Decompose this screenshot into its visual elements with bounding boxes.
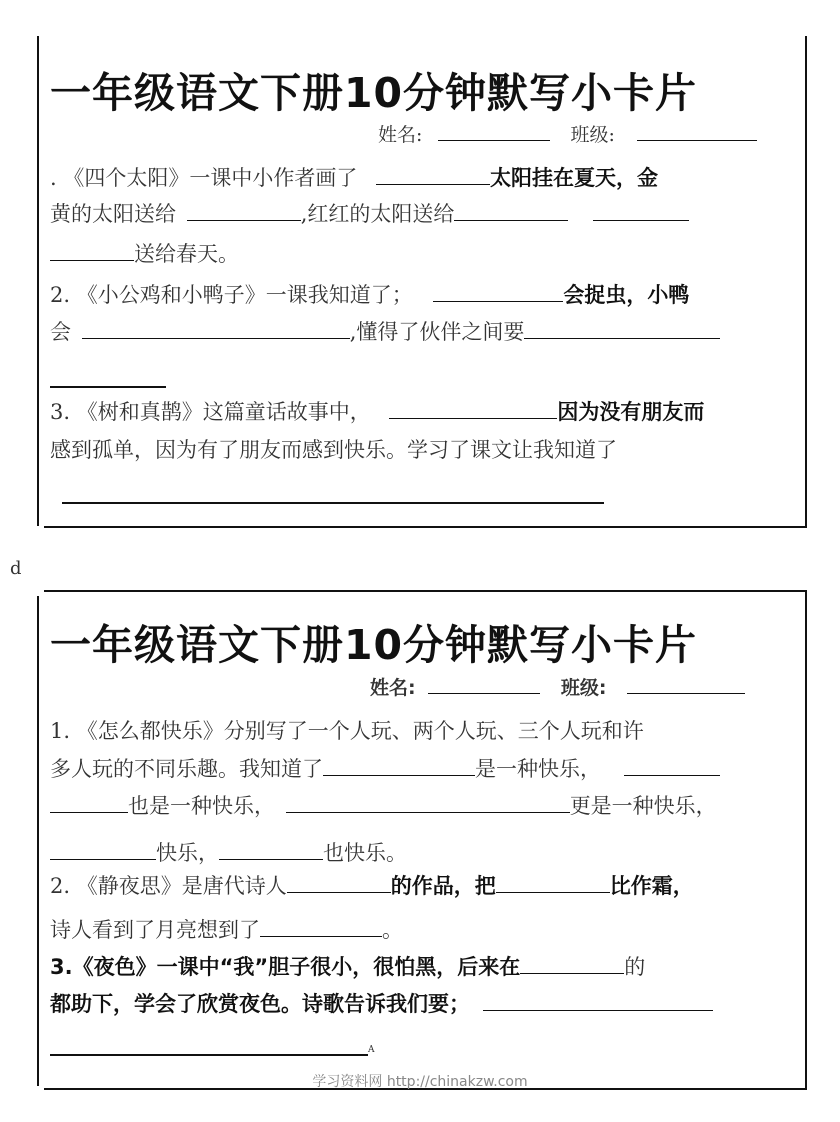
card2-name-field[interactable] <box>428 673 540 694</box>
card2-top-border <box>44 590 807 592</box>
card2-class-field[interactable] <box>627 673 745 694</box>
card1-q2-blank4[interactable] <box>50 386 166 388</box>
card2-q1-text4b: 也快乐。 <box>323 841 407 865</box>
card2-q3-end-mark: A <box>368 1045 375 1055</box>
card2-q1-line4 <box>50 839 407 867</box>
card2-q3-blank1[interactable] <box>520 953 624 974</box>
card1-q3-line2: 感到孤单，因为有了朋友而感到快乐。学习了课文让我知道了 <box>50 438 617 462</box>
card2-q2-blank1[interactable] <box>287 872 391 893</box>
card2-q3-line2 <box>50 990 713 1018</box>
card1-class-field[interactable] <box>637 120 757 141</box>
card2-left-border <box>37 596 39 1086</box>
card1-q1-text2b: ,红红的太阳送给 <box>300 202 455 226</box>
card1-q1-blank4[interactable] <box>593 200 689 221</box>
card2-q1-text3a: 也是一种快乐， <box>128 794 275 818</box>
card1-q1-line1 <box>50 164 658 192</box>
card2-q3-blank3[interactable] <box>50 1054 368 1056</box>
card2-name-label: 姓名: <box>370 677 416 699</box>
card2-q1-text2a: 多人玩的不同乐趣。我知道了 <box>50 757 323 781</box>
card1-q3-blank2[interactable] <box>62 502 604 504</box>
card1-q3-line1 <box>50 398 704 426</box>
card2-class-label: 班级: <box>560 677 607 699</box>
card1-name-label: 姓名: <box>378 124 423 146</box>
card2-q1-line1: 1. 《怎么都快乐》分别写了一个人玩、两个人玩、三个人玩和许 <box>50 719 644 743</box>
card2-q3-text2a: 都助下，学会了欣赏夜色。诗歌告诉我们要； <box>50 992 470 1016</box>
card2-q1-line2 <box>50 755 720 783</box>
card2-q2-text2a: 诗人看到了月亮想到了 <box>50 918 260 942</box>
card2-q2-prefix: 2. 《静夜思》是唐代诗人 <box>50 874 287 898</box>
card2-q2-line1 <box>50 872 694 900</box>
card2-name-row <box>370 673 745 700</box>
card1-q2-blank3[interactable] <box>524 318 720 339</box>
card2-q1-text2b: 是一种快乐， <box>475 757 601 781</box>
card2-q2-bold2: 比作霜， <box>609 874 694 898</box>
card1-q2-blank2[interactable] <box>82 318 350 339</box>
card1-q1-prefix: . 《四个太阳》一课中小作者画了 <box>50 166 358 190</box>
card2-q2-blank2[interactable] <box>496 872 610 893</box>
card1-q2-prefix: 2. 《小公鸡和小鸭子》一课我知道了； <box>50 283 413 307</box>
card2-q3-line1 <box>50 953 645 981</box>
card1-q3-bold1: 因为没有朋友而 <box>557 400 705 424</box>
card1-q2-text2a: 会 <box>50 320 71 344</box>
card1-q1-line3 <box>50 240 239 268</box>
card1-name-row <box>378 120 757 147</box>
card1-q1-line2 <box>50 200 689 228</box>
card1-q1-blank5[interactable] <box>50 240 134 261</box>
card1-q2-text2b: ,懂得了伙伴之间要 <box>349 320 525 344</box>
card2-q3-text1b: 的 <box>624 955 646 979</box>
card2-q1-blank4[interactable] <box>286 792 570 813</box>
card2-q1-text4a: 快乐， <box>156 841 219 865</box>
card2-q1-blank1[interactable] <box>323 755 475 776</box>
card2-q1-blank3[interactable] <box>50 792 128 813</box>
separator-marker: d <box>10 558 22 579</box>
card2-q2-bold1: 的作品，把 <box>390 874 496 898</box>
card1-class-label: 班级: <box>570 124 615 146</box>
card2-title: 一年级语文下册10分钟默写小卡片 <box>50 621 698 669</box>
card1-title: 一年级语文下册10分钟默写小卡片 <box>50 69 698 117</box>
card2-q1-blank5[interactable] <box>50 839 156 860</box>
card1-right-border <box>805 36 807 528</box>
card2-right-border <box>805 590 807 1090</box>
card2-q3-blank2[interactable] <box>483 990 713 1011</box>
card1-q2-bold1: 会捉虫，小鸭 <box>563 283 690 307</box>
card2-q2-blank3[interactable] <box>260 916 382 937</box>
card1-q1-text2a: 黄的太阳送给 <box>50 202 176 226</box>
card2-q1-blank6[interactable] <box>219 839 323 860</box>
footer-watermark[interactable]: 学习资料网 http://chinakzw.com <box>312 1074 528 1090</box>
card1-q1-bold1: 太阳挂在夏天，金 <box>490 166 659 190</box>
card2-q1-text3b: 更是一种快乐， <box>569 794 717 818</box>
card1-bottom-border <box>44 526 807 528</box>
card2-q2-line2 <box>50 916 403 944</box>
card2-q3-text1a: 3.《夜色》一课中“我”胆子很小，很怕黑，后来在 <box>50 955 521 979</box>
card1-q2-line2 <box>50 318 720 346</box>
card1-q3-blank1[interactable] <box>389 398 557 419</box>
card1-q1-blank1[interactable] <box>376 164 490 185</box>
card1-q1-text3: 送给春天。 <box>134 242 239 266</box>
card1-left-border <box>37 36 39 526</box>
card1-q3-prefix: 3. 《树和真鹊》这篇童话故事中， <box>50 400 371 424</box>
card1-q1-blank3[interactable] <box>454 200 568 221</box>
card1-q2-line1 <box>50 281 689 309</box>
card2-q1-line3 <box>50 792 717 820</box>
card2-q2-text2b: 。 <box>382 918 403 942</box>
card2-q1-blank2[interactable] <box>624 755 720 776</box>
card1-q1-blank2[interactable] <box>187 200 301 221</box>
card1-q2-blank1[interactable] <box>433 281 563 302</box>
card1-name-field[interactable] <box>438 120 550 141</box>
